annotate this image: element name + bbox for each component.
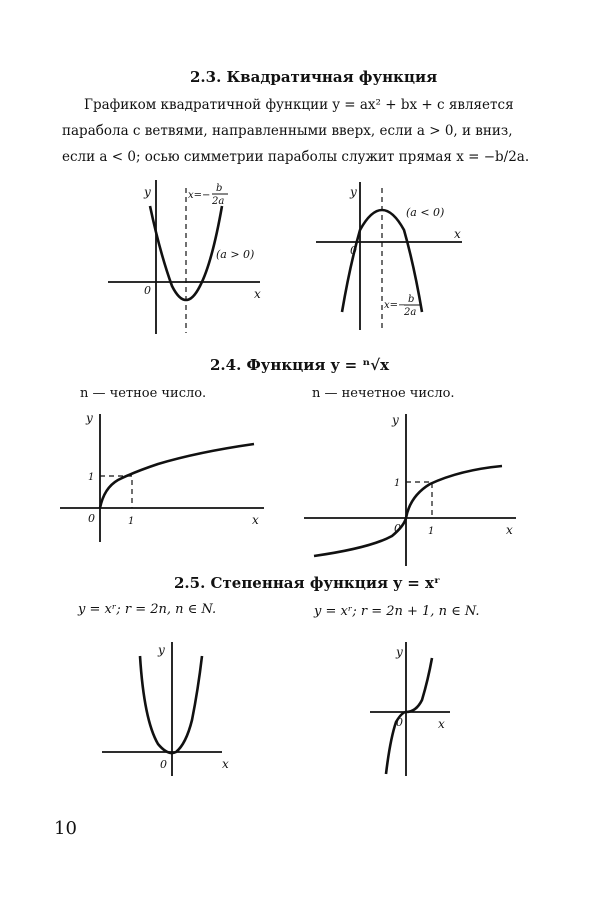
odd-root-caption: n — нечетное число. xyxy=(312,386,455,401)
condition-label: (a > 0) xyxy=(216,248,255,261)
axis-y-label: y xyxy=(392,413,399,427)
even-power-curve xyxy=(140,656,202,753)
origin-label: 0 xyxy=(394,522,401,535)
guide-lines xyxy=(406,482,432,518)
odd-root-curve xyxy=(314,466,502,556)
axis-y-label: y xyxy=(86,411,93,425)
condition-label: (a < 0) xyxy=(406,206,445,219)
even-root-caption: n — четное число. xyxy=(80,386,207,401)
symmetry-denominator: 2a xyxy=(404,307,417,318)
even-root-graph xyxy=(58,408,268,548)
origin-label: 0 xyxy=(144,284,151,297)
paragraph-line-1: Графиком квадратичной функции y = ax² + bx + c является xyxy=(84,97,514,113)
section-2-4-title: 2.4. Функция y = ⁿ√x xyxy=(210,356,390,374)
axis-x-label: x xyxy=(454,227,461,241)
axis-x-label: x xyxy=(222,757,229,771)
symmetry-numerator: b xyxy=(216,183,223,194)
origin-label: 0 xyxy=(350,244,357,257)
even-power-caption: y = xʳ; r = 2n, n ∈ N. xyxy=(78,602,217,617)
even-power-graph xyxy=(96,640,246,780)
parabola-down-graph xyxy=(310,180,490,340)
symmetry-eq-prefix: x=− xyxy=(384,300,407,311)
odd-power-graph xyxy=(366,640,466,780)
section-2-3-title: 2.3. Квадратичная функция xyxy=(190,68,438,86)
tick-y-label: 1 xyxy=(88,472,95,483)
parabola-up-graph xyxy=(100,178,280,338)
tick-x-label: 1 xyxy=(428,526,435,537)
root-curve xyxy=(100,444,254,508)
page-number: 10 xyxy=(54,818,77,839)
axis-x-label: x xyxy=(506,523,513,537)
tick-y-label: 1 xyxy=(394,478,401,489)
odd-power-caption: y = xʳ; r = 2n + 1, n ∈ N. xyxy=(314,604,480,619)
axis-y-label: y xyxy=(144,185,151,199)
odd-root-graph xyxy=(300,408,520,568)
axis-y-label: y xyxy=(350,185,357,199)
paragraph-line-2: парабола с ветвями, направленными вверх, если a > 0, и вниз, xyxy=(62,123,513,139)
section-2-3-paragraph xyxy=(62,92,532,170)
origin-label: 0 xyxy=(88,512,95,525)
origin-label: 0 xyxy=(396,716,403,729)
axis-x-label: x xyxy=(252,513,259,527)
symmetry-numerator: b xyxy=(408,294,415,305)
axis-x-label: x xyxy=(254,287,261,301)
axis-x-label: x xyxy=(438,717,445,731)
section-2-5-title: 2.5. Степенная функция y = xʳ xyxy=(174,574,441,592)
symmetry-denominator: 2a xyxy=(212,196,225,207)
axis-y-label: y xyxy=(158,643,165,657)
symmetry-eq-prefix: x=− xyxy=(188,190,211,201)
odd-power-curve xyxy=(386,658,432,774)
origin-label: 0 xyxy=(160,758,167,771)
axis-y-label: y xyxy=(396,645,403,659)
paragraph-line-3: если a < 0; осью симметрии параболы служит прямая x = −b/2a. xyxy=(62,149,530,165)
tick-x-label: 1 xyxy=(128,516,135,527)
